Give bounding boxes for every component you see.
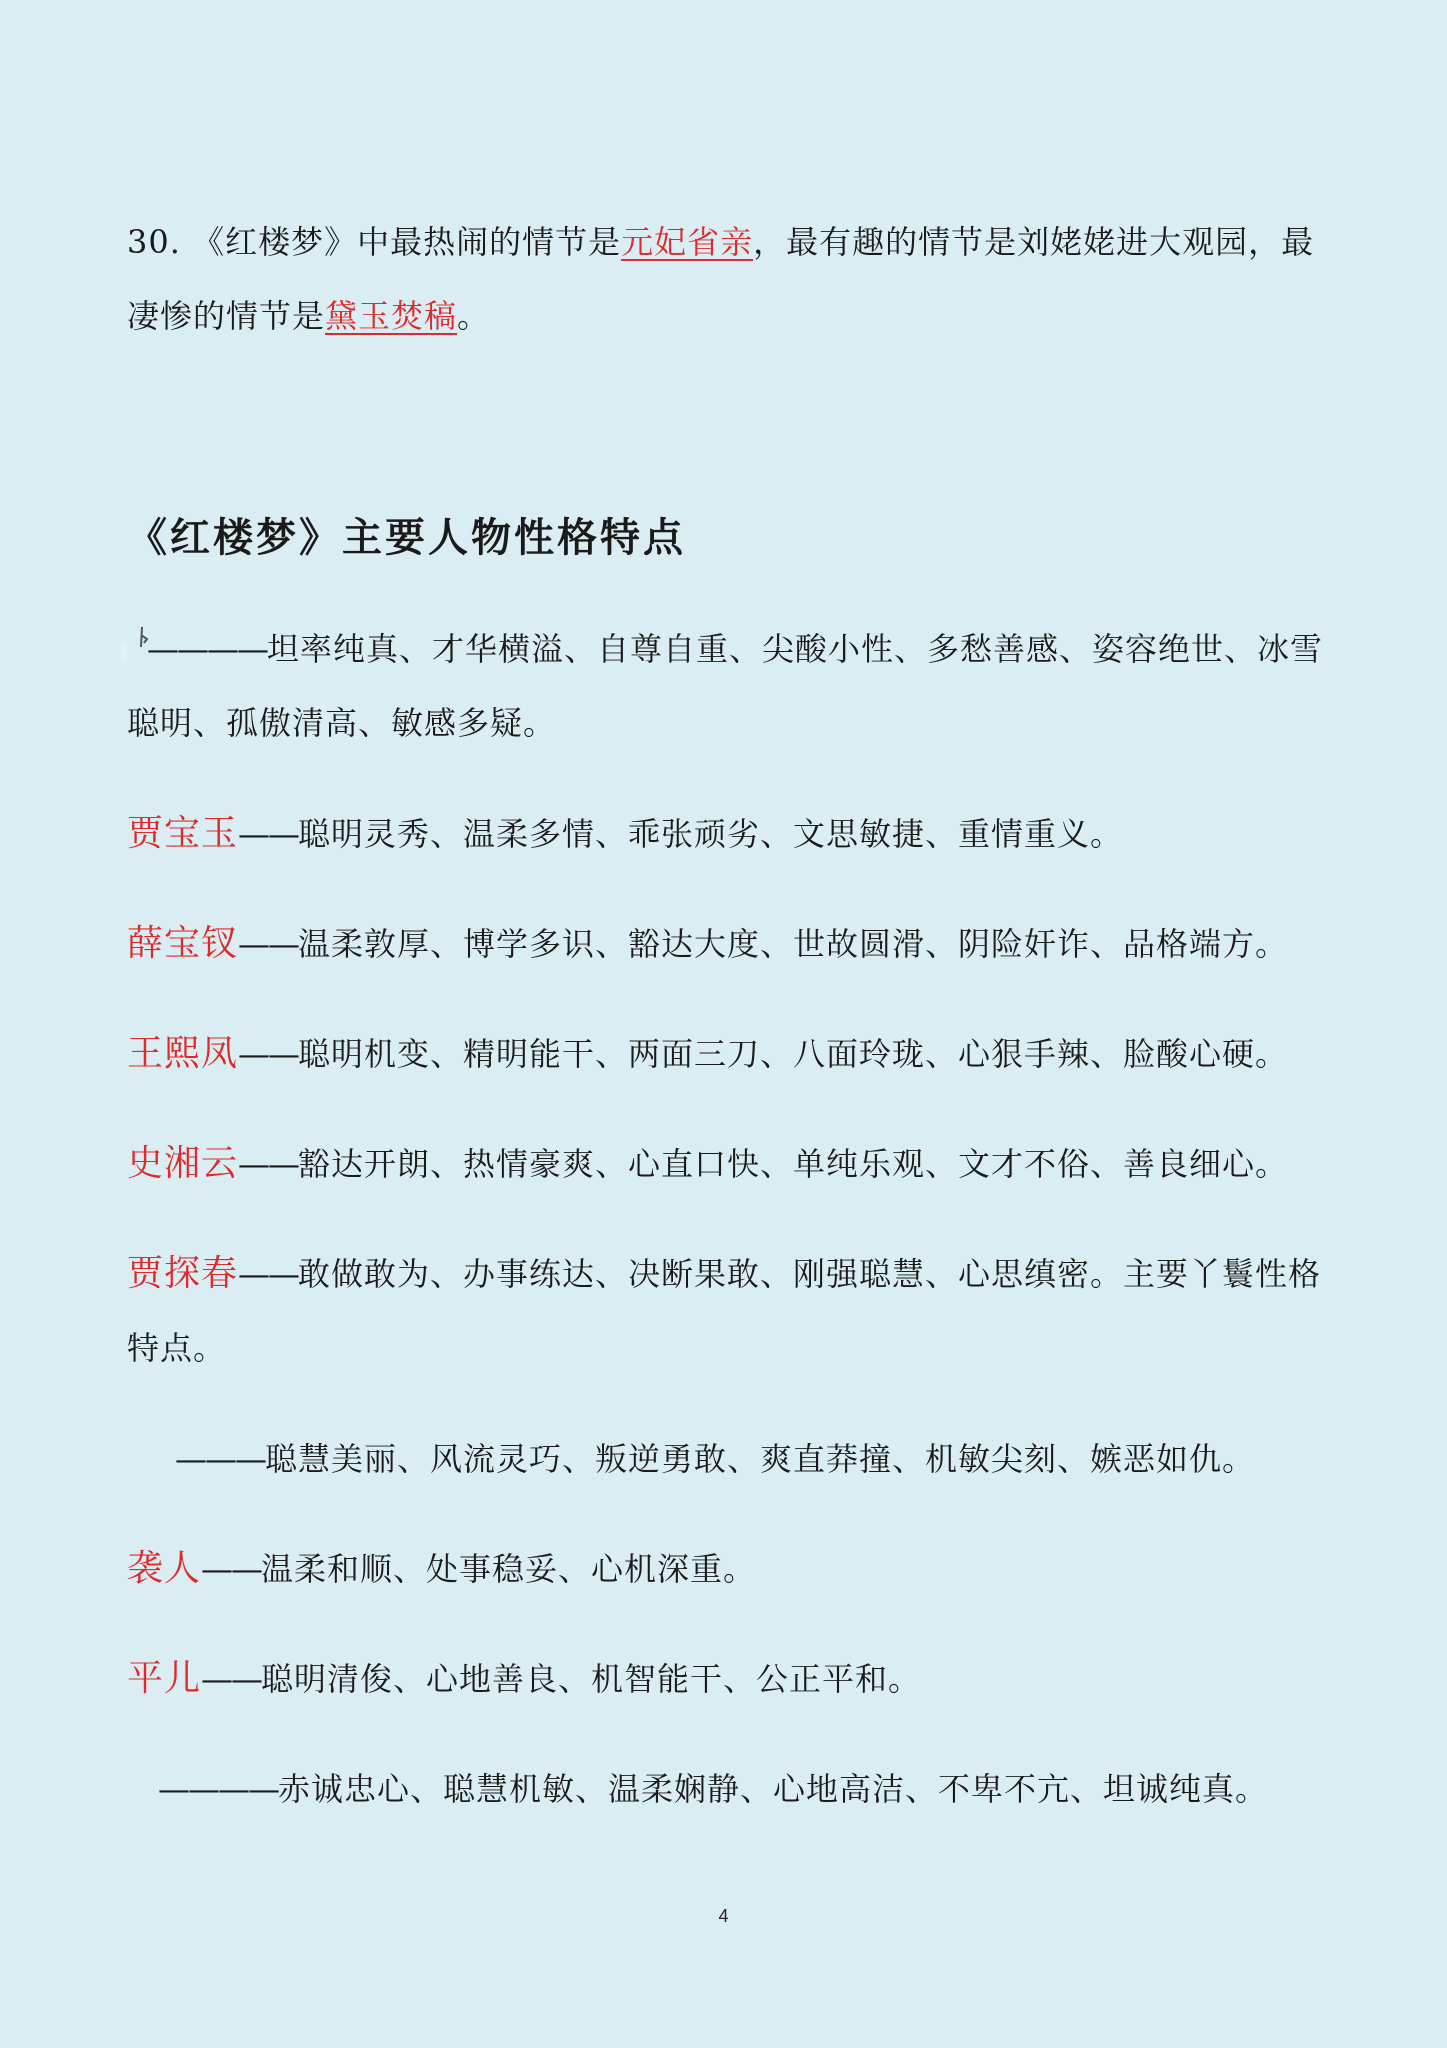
character-traits: 聪明清俊、心地善良、机智能干、公正平和。 [261, 1660, 922, 1698]
character-dash: ———— [158, 1770, 278, 1808]
character-dash: —— [201, 1550, 262, 1588]
character-row [175, 1422, 1395, 1496]
character-dash: —— [238, 1255, 299, 1293]
character-traits: 豁达开朗、热情豪爽、心直口快、单纯乐观、文才不俗、善良细心。 [298, 1145, 1289, 1183]
highlight-yuanfei: 元妃省亲 [621, 223, 754, 261]
character-traits: 赤诚忠心、聪慧机敏、温柔娴静、心地高洁、不卑不亢、坦诚纯真。 [278, 1770, 1269, 1808]
character-dash: ——— [175, 1440, 265, 1478]
character-traits: 温柔敦厚、博学多识、豁达大度、世故圆滑、阴险奸诈、品格端方。 [298, 925, 1289, 963]
character-dash: —— [238, 1035, 299, 1073]
character-name: 史湘云 [127, 1143, 239, 1184]
character-dash: —— [238, 1145, 299, 1183]
item-30-suffix: 。 [457, 297, 491, 335]
item-30-prefix: 30. 《红楼梦》中最热闹的情节是 [127, 223, 622, 261]
character-row [127, 1127, 1347, 1201]
character-name: 薛宝钗 [127, 923, 239, 964]
character-row [127, 1532, 1347, 1606]
character-dash: —— [238, 925, 299, 963]
character-name: 袭人 [127, 1548, 202, 1589]
character-traits: 敢做敢为、办事练达、决断果敢、刚强聪慧、心思缜密。主要丫鬟性格特点。 [127, 1255, 1322, 1367]
character-name: 贾探春 [127, 1253, 239, 1294]
character-traits: 温柔和顺、处事稳妥、心机深重。 [261, 1550, 757, 1588]
character-dash: ———— [147, 630, 267, 668]
character-traits: 聪慧美丽、风流灵巧、叛逆勇敢、爽直莽撞、机敏尖刻、嫉恶如仇。 [265, 1440, 1256, 1478]
character-row [127, 907, 1347, 981]
character-name: 平儿 [127, 1658, 202, 1699]
character-name: 王熙凤 [127, 1033, 239, 1074]
page-number: 4 [718, 1906, 729, 1926]
character-dash: —— [201, 1660, 262, 1698]
character-dash: —— [238, 815, 299, 853]
item-30-paragraph [127, 205, 1347, 353]
character-row [127, 1237, 1347, 1385]
character-row [127, 797, 1347, 871]
character-traits: 坦率纯真、才华横溢、自尊自重、尖酸小性、多愁善感、姿容绝世、冰雪聪明、孤傲清高、敏感多疑。 [127, 630, 1324, 742]
character-row [127, 612, 1347, 760]
character-row [127, 1642, 1347, 1716]
character-name: 贾宝玉 [127, 813, 239, 854]
character-row [158, 1752, 1378, 1826]
character-traits: 聪明灵秀、温柔多情、乖张顽劣、文思敏捷、重情重义。 [298, 815, 1124, 853]
character-row [127, 1017, 1347, 1091]
character-traits: 聪明机变、精明能干、两面三刀、八面玲珑、心狠手辣、脸酸心硬。 [298, 1035, 1289, 1073]
item-30-middle: ，最有趣的情节是刘姥姥进大观园，最凄惨的情节是 [127, 223, 1315, 335]
highlight-daiyu: 黛玉焚稿 [325, 297, 458, 335]
section-title: 《红楼梦》主要人物性格特点 [127, 514, 686, 561]
